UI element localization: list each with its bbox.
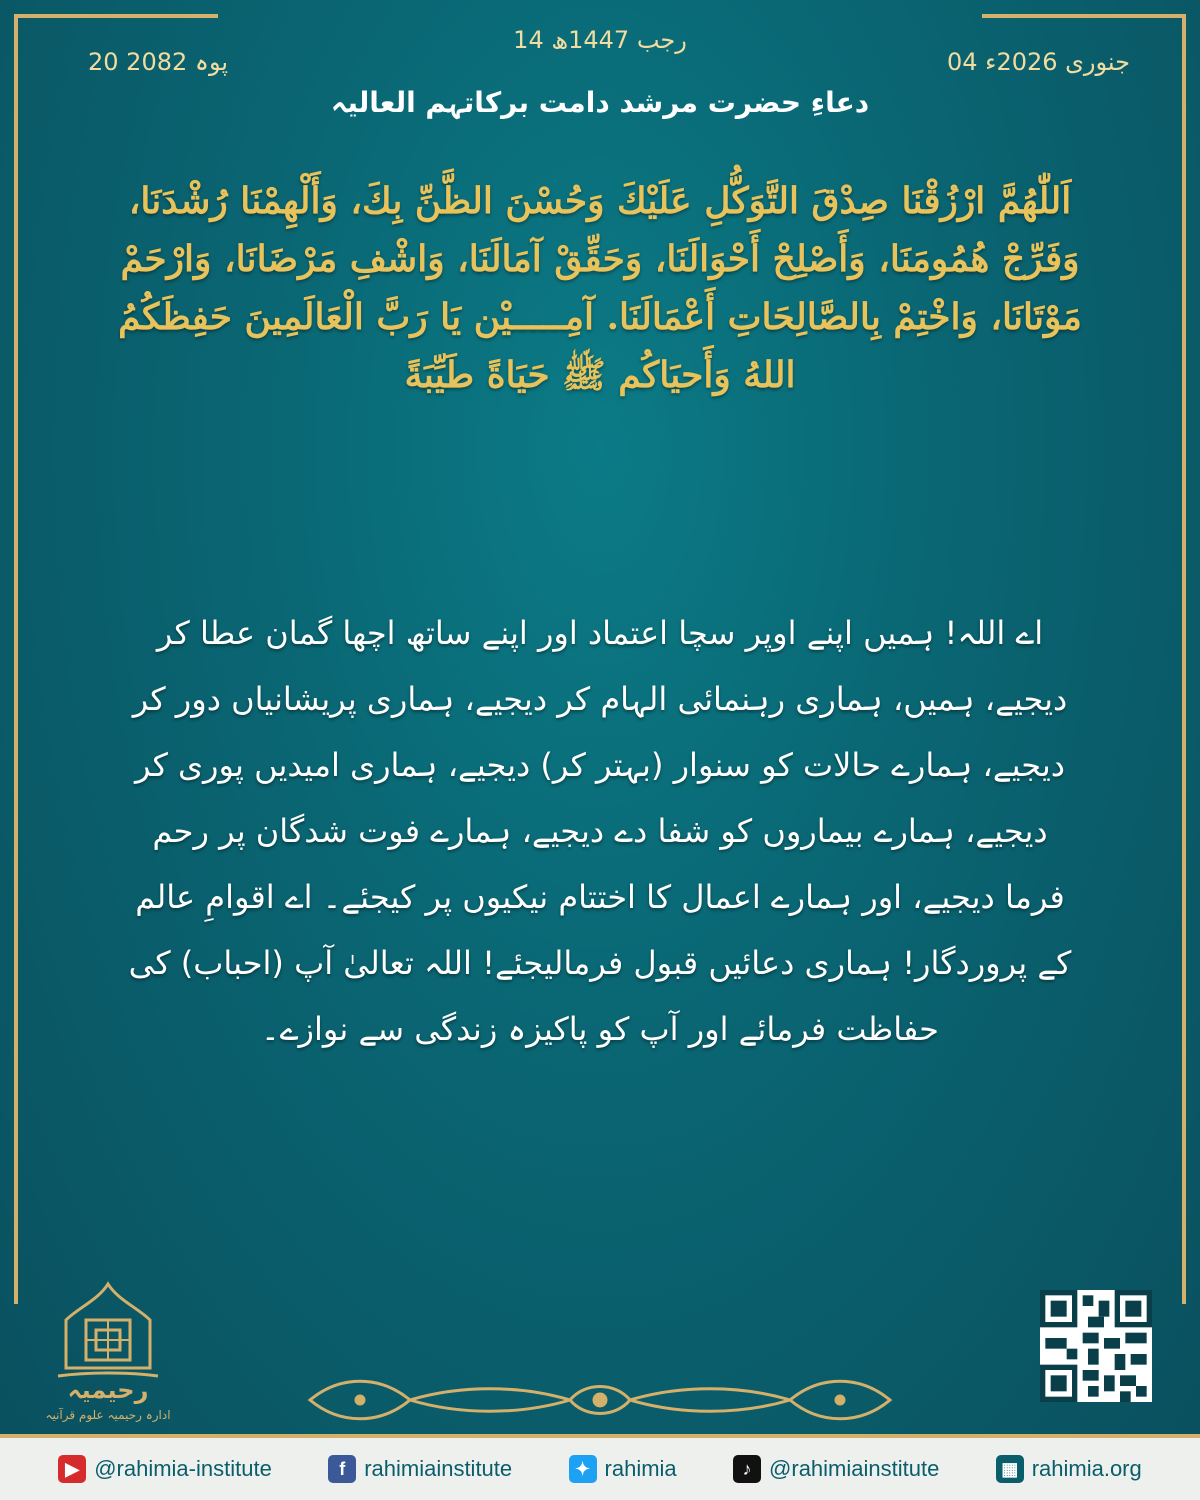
logo-name: رحیمیہ: [67, 1376, 149, 1404]
youtube-handle: @rahimia-institute: [94, 1456, 272, 1481]
twitter-link[interactable]: [569, 1455, 677, 1483]
facebook-icon: f: [328, 1455, 356, 1483]
facebook-link[interactable]: [328, 1455, 512, 1483]
arabic-dua: اَللّٰهُمَّ ارْزُقْنَا صِدْقَ التَّوَكُّلِ عَلَيْكَ وَحُسْنَ الظَّنِّ بِكَ، وَأَلْهِمْنَا رُشْدَنَا، وَفَرِّجْ هُمُومَنَا، وَأَصْلِحْ أَحْوَالَنَا، وَحَقِّقْ آمَالَنَا، وَاشْفِ مَرْضَانَا، وَارْحَمْ مَوْتَانَا، وَاخْتِمْ بِالصَّالِحَاتِ أَعْمَالَنَا. آمِـــــيْن يَا رَبَّ الْعَالَمِينَ حَفِظَكُمُ اللهُ وَأَحيَاكُم ﷺ حَيَاةً طَيِّبَةً: [118, 180, 1082, 396]
website-link[interactable]: [996, 1455, 1142, 1483]
hijri-date: 14 رجب 1447ھ: [513, 26, 687, 54]
twitter-icon: ✦: [569, 1455, 597, 1483]
bikrami-date: 20 پوہ 2082: [88, 48, 229, 76]
facebook-handle: rahimiainstitute: [364, 1456, 513, 1481]
frame-line-left: [14, 14, 18, 1304]
page-title: دعاءِ حضرت مرشد دامت برکاتہم العالیہ: [330, 86, 870, 119]
tiktok-handle: @rahimiainstitute: [769, 1456, 940, 1481]
website-icon: ▦: [996, 1455, 1024, 1483]
youtube-icon: ▶: [58, 1455, 86, 1483]
gregorian-date: 04 جنوری 2026ء: [946, 48, 1130, 76]
tiktok-link[interactable]: [733, 1455, 939, 1483]
logo-tagline: ادارہ رحیمیہ علوم قرآنیہ: [45, 1408, 171, 1422]
social-footer: [0, 1438, 1200, 1500]
gold-ornament: [300, 1370, 900, 1430]
rahimia-logo: [38, 1280, 178, 1430]
qr-code[interactable]: [1040, 1290, 1152, 1402]
tiktok-icon: ♪: [733, 1455, 761, 1483]
frame-line-right: [1182, 14, 1186, 1304]
youtube-link[interactable]: [58, 1455, 272, 1483]
urdu-translation: اے اللہ! ہمیں اپنے اوپر سچا اعتماد اور اپنے ساتھ اچھا گمان عطا کر دیجیے، ہمیں، ہماری رہنمائی الہام کر دیجیے، ہماری پریشانیاں دور کر دیجیے، ہمارے حالات کو سنوار (بہتر کر) دیجیے، ہماری امیدیں پوری کر دیجیے، ہمارے بیماروں کو شفا دے دیجیے، ہمارے فوت شدگان پر رحم فرما دیجیے، اور ہمارے اعمال کا اختتام نیکیوں پر کیجئے۔ اے اقوامِ عالم کے پروردگار! ہماری دعائیں قبول فرمالیجئے! اللہ تعالیٰ آپ (احباب) کی حفاظت فرمائے اور آپ کو پاکیزہ زندگی سے نوازے۔: [128, 614, 1072, 1048]
website-url: rahimia.org: [1031, 1456, 1142, 1481]
twitter-handle: rahimia: [604, 1456, 677, 1481]
